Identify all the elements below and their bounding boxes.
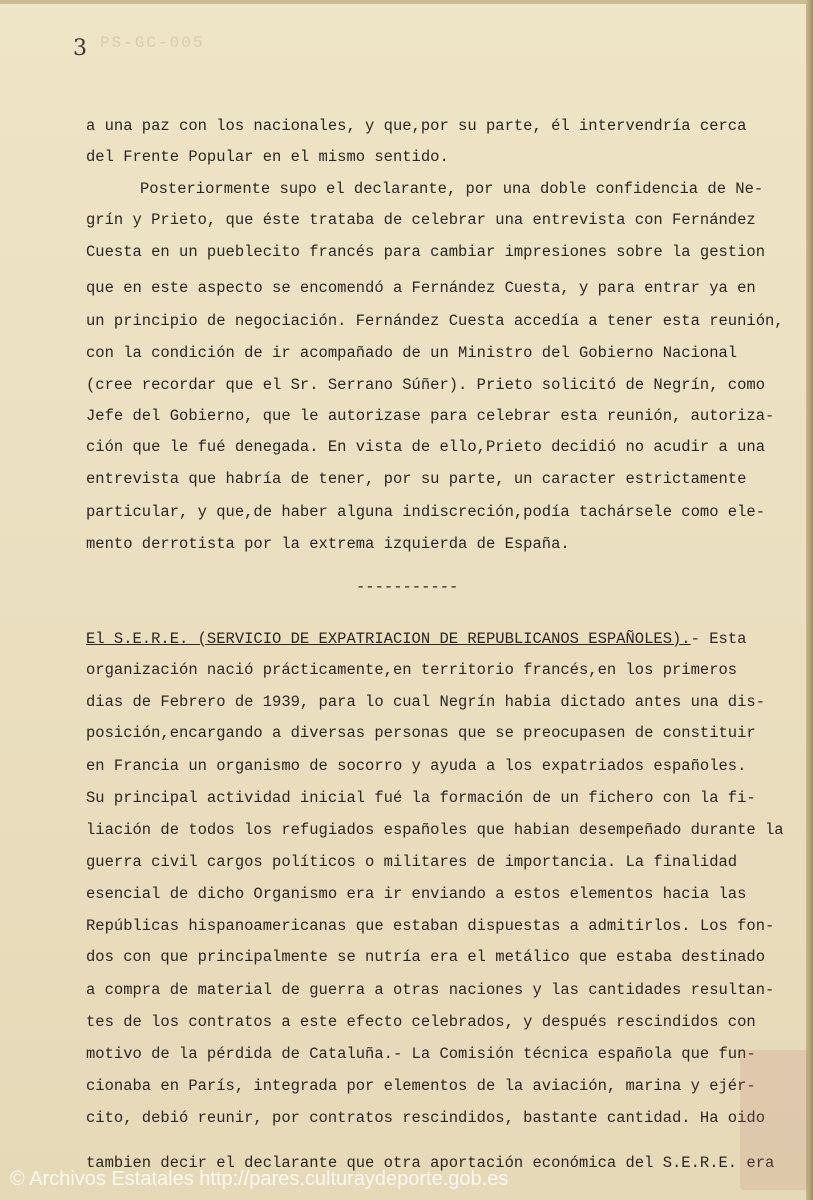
text-line: (cree recordar que el Sr. Serrano Súñer). Prieto solicitó de Negrín, como [86, 376, 766, 394]
section-heading-tail: - Esta [690, 630, 747, 648]
page-number: 3 [73, 36, 87, 61]
text-line: cionaba en París, integrada por elementos de la aviación, marina y ejér- [86, 1077, 756, 1095]
text-line: cito, debió reunir, por contratos rescindidos, bastante cantidad. Ha oido [86, 1109, 766, 1127]
section-divider: ----------- [356, 578, 459, 596]
text-line: dos con que principalmente se nutría era el metálico que estaba destinado [86, 948, 766, 966]
archive-seal [740, 1050, 808, 1190]
text-line: tambien decir el declarante que otra aportación económica del S.E.R.E. era [86, 1154, 775, 1172]
text-line: ción que le fué denegada. En vista de ello,Prieto decidió no acudir a una [86, 438, 766, 456]
text-line: Posteriormente supo el declarante, por una doble confidencia de Ne- [140, 180, 764, 198]
text-line: del Frente Popular en el mismo sentido. [86, 148, 449, 166]
text-line: mento derrotista por la extrema izquierda de España. [86, 535, 570, 553]
page-top-edge [0, 0, 813, 4]
text-line: en Francia un organismo de socorro y ayuda a los expatriados españoles. [86, 757, 747, 775]
archive-watermark: © Archivos Estatales http://pares.culturaydeporte.gob.es [10, 1168, 509, 1190]
text-line: Cuesta en un pueblecito francés para cambiar impresiones sobre la gestion [86, 243, 766, 261]
text-line: esencial de dicho Organismo era ir enviando a estos elementos hacia las [86, 885, 747, 903]
text-line: Repúblicas hispanoamericanas que estaban dispuestas a admitirlos. Los fon- [86, 917, 775, 935]
text-line: Jefe del Gobierno, que le autorizase para celebrar esta reunión, autoriza- [86, 407, 775, 425]
text-line: dias de Febrero de 1939, para lo cual Negrín habia dictado antes una dis- [86, 693, 766, 711]
text-line: un principio de negociación. Fernández Cuesta accedía a tener esta reunión, [86, 312, 784, 330]
text-line: a compra de material de guerra a otras naciones y las cantidades resultan- [86, 981, 775, 999]
text-line: grín y Prieto, que éste trataba de celebrar una entrevista con Fernández [86, 211, 756, 229]
text-line: a una paz con los nacionales, y que,por su parte, él intervendría cerca [86, 117, 747, 135]
section-heading: El S.E.R.E. (SERVICIO DE EXPATRIACION DE REPUBLICANOS ESPAÑOLES). [86, 630, 691, 648]
text-line: posición,encargando a diversas personas que se preocupasen de constituir [86, 724, 756, 742]
text-line: motivo de la pérdida de Cataluña.- La Comisión técnica española que fun- [86, 1045, 756, 1063]
text-line: particular, y que,de haber alguna indiscreción,podía tachársele como ele- [86, 503, 766, 521]
text-line: liación de todos los refugiados españoles que habian desempeñado durante la [86, 821, 784, 839]
text-line: que en este aspecto se encomendó a Fernández Cuesta, y para entrar ya en [86, 279, 756, 297]
text-line: guerra civil cargos políticos o militares de importancia. La finalidad [86, 853, 738, 871]
text-line: con la condición de ir acompañado de un Ministro del Gobierno Nacional [86, 344, 738, 362]
archive-stamp: PS-GC-005 [100, 34, 205, 52]
page-right-edge [806, 0, 813, 1200]
section-heading-line [86, 629, 746, 649]
text-line: entrevista que habría de tener, por su parte, un caracter estrictamente [86, 470, 747, 488]
text-line: tes de los contratos a este efecto celebrados, y después rescindidos con [86, 1013, 756, 1031]
text-line: Su principal actividad inicial fué la formación de un fichero con la fi- [86, 789, 756, 807]
text-line: organización nació prácticamente,en territorio francés,en los primeros [86, 661, 738, 679]
